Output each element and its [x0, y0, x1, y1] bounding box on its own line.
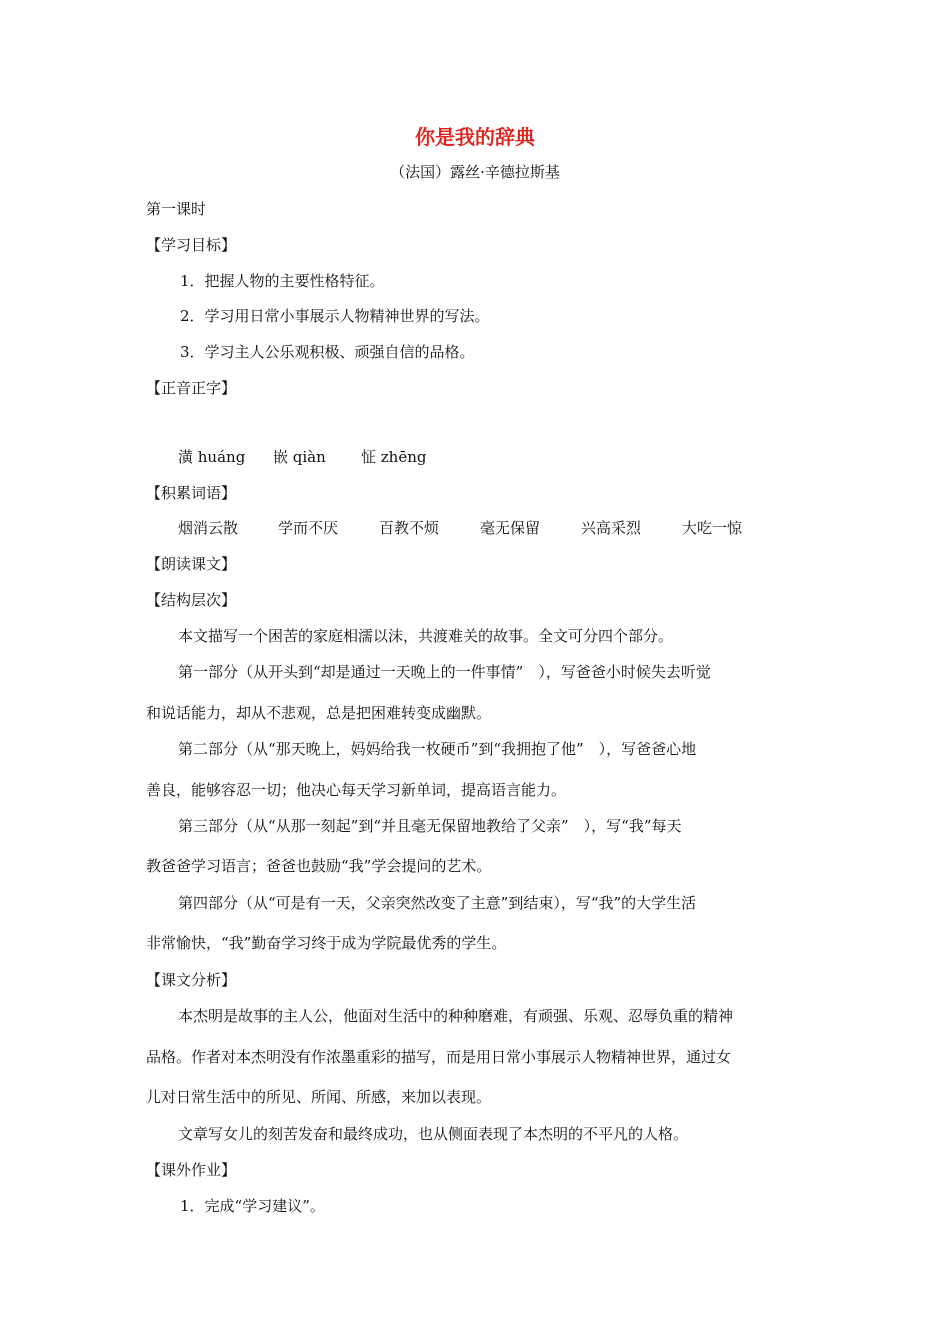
- structure-line: 教爸爸学习语言；爸爸也鼓励“我”学会提问的艺术。: [146, 857, 492, 875]
- structure-line: 第四部分（从“可是有一天，父亲突然改变了主意”到结束），写“我”的大学生活: [178, 894, 697, 912]
- section-heading-pronunciation: 【正音正字】: [146, 379, 237, 397]
- section-heading-homework: 【课外作业】: [146, 1161, 237, 1179]
- structure-line: 第二部分（从“那天晚上，妈妈给我一枚硬币”到“我拥抱了他” ），写爸爸心地: [178, 740, 697, 758]
- structure-line: 善良，能够容忍一切；他决心每天学习新单词，提高语言能力。: [146, 781, 567, 799]
- objective-item-2: 2．学习用日常小事展示人物精神世界的写法。: [180, 307, 490, 325]
- homework-item-1: 1．完成“学习建议”。: [180, 1197, 325, 1215]
- analysis-line: 文章写女儿的刻苦发奋和最终成功，也从侧面表现了本杰明的不平凡的人格。: [178, 1125, 689, 1143]
- vocab-item-4: 毫无保留: [480, 519, 541, 537]
- section-heading-reading: 【朗读课文】: [146, 555, 237, 573]
- section-heading-vocabulary: 【积累词语】: [146, 484, 237, 502]
- vocab-item-1: 烟消云散: [178, 519, 239, 537]
- structure-line: 和说话能力，却从不悲观，总是把困难转变成幽默。: [146, 704, 492, 722]
- analysis-line: 本杰明是故事的主人公，他面对生活中的种种磨难，有顽强、乐观、忍辱负重的精神: [178, 1007, 734, 1025]
- structure-line: 非常愉快，“我”勤奋学习终于成为学院最优秀的学生。: [146, 934, 507, 952]
- section-heading-structure: 【结构层次】: [146, 591, 237, 609]
- analysis-line: 品格。作者对本杰明没有作浓墨重彩的描写，而是用日常小事展示人物精神世界，通过女: [146, 1048, 732, 1066]
- objective-item-1: 1．把握人物的主要性格特征。: [180, 272, 385, 290]
- structure-line: 第一部分（从开头到“却是通过一天晚上的一件事情” ），写爸爸小时候失去听觉: [178, 663, 711, 681]
- pronunciation-item-2: 嵌 qiàn: [273, 448, 326, 466]
- author-line: （法国）露丝·辛德拉斯基: [390, 163, 560, 181]
- document-title: 你是我的辞典: [415, 125, 535, 149]
- section-heading-analysis: 【课文分析】: [146, 971, 237, 989]
- lesson-label: 第一课时: [146, 200, 207, 218]
- pronunciation-item-3: 怔 zhēng: [361, 448, 427, 466]
- vocab-item-6: 大吃一惊: [682, 519, 743, 537]
- pronunciation-item-1: 潢 huáng: [178, 448, 246, 466]
- vocab-item-5: 兴高采烈: [581, 519, 642, 537]
- objective-item-3: 3．学习主人公乐观积极、顽强自信的品格。: [180, 343, 475, 361]
- structure-line: 第三部分（从“从那一刻起”到“并且毫无保留地教给了父亲” ），写“我”每天: [178, 817, 682, 835]
- analysis-line: 儿对日常生活中的所见、所闻、所感，来加以表现。: [146, 1088, 492, 1106]
- section-heading-objectives: 【学习目标】: [146, 236, 237, 254]
- vocab-item-3: 百教不烦: [379, 519, 440, 537]
- vocab-item-2: 学而不厌: [278, 519, 339, 537]
- structure-line: 本文描写一个困苦的家庭相濡以沫，共渡难关的故事。全文可分四个部分。: [178, 627, 674, 645]
